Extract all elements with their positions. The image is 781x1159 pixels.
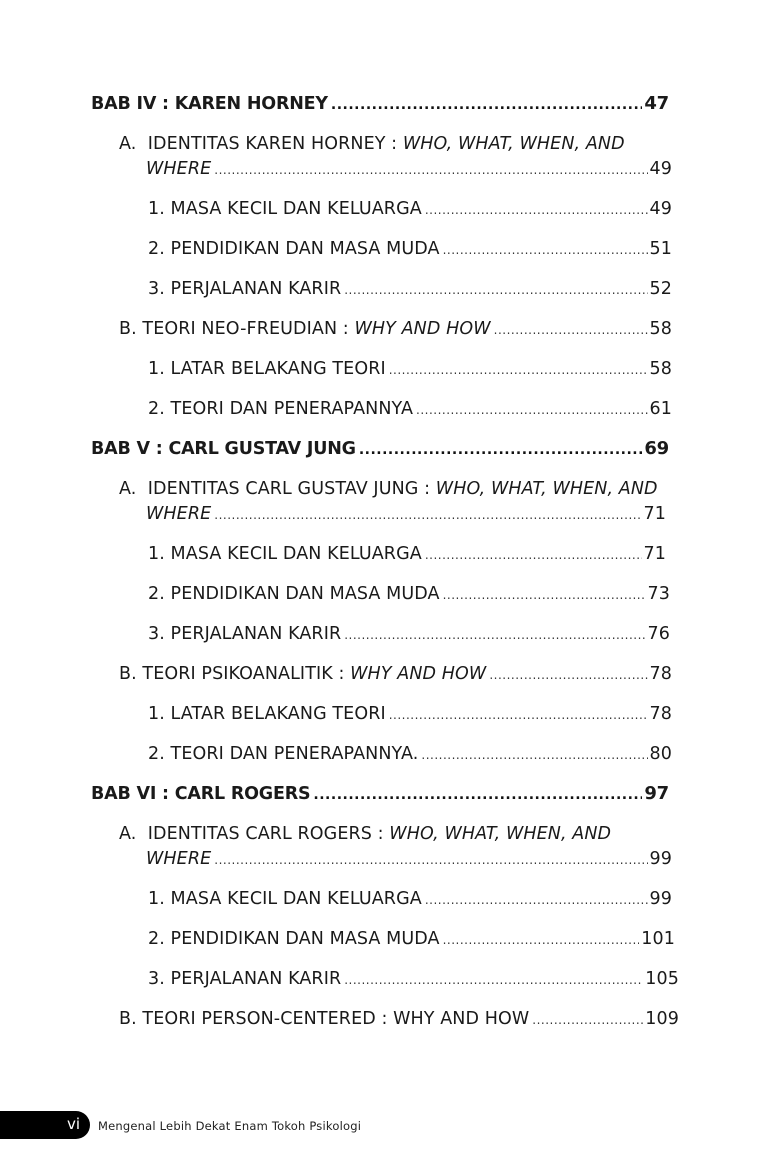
toc-chapter-4[interactable]: [91, 92, 669, 117]
toc-item-6a2[interactable]: [148, 927, 675, 952]
leader-dots: [425, 888, 648, 912]
toc-title: 3. PERJALANAN KARIR: [148, 969, 342, 989]
toc-page: 58: [649, 319, 672, 339]
toc-title: B. TEORI PSIKOANALITIK :: [119, 664, 345, 684]
toc-page: 71: [643, 544, 666, 564]
leader-dots: [421, 743, 647, 767]
toc-chapter-6[interactable]: [91, 782, 669, 807]
toc-section-5a-line2[interactable]: [146, 502, 666, 527]
toc-title: 2. PENDIDIKAN DAN MASA MUDA: [148, 929, 440, 949]
toc-title-italic: WHERE: [146, 159, 212, 179]
leader-dots: [416, 398, 648, 422]
toc-title: 2. TEORI DAN PENERAPANNYA.: [148, 744, 419, 764]
leader-dots: [389, 358, 648, 382]
toc-section-6b[interactable]: [119, 1007, 679, 1032]
toc-title-italic: WHY AND HOW: [350, 664, 487, 684]
leader-dots: [214, 158, 647, 182]
leader-dots: [494, 318, 648, 342]
toc-page: 51: [649, 239, 672, 259]
toc-page: 101: [641, 929, 675, 949]
toc-title: BAB IV : KAREN HORNEY: [91, 94, 328, 114]
toc-item-6a3[interactable]: [148, 967, 679, 992]
leader-dots: [443, 238, 648, 262]
toc-page: 99: [649, 849, 672, 869]
toc-title: BAB V : CARL GUSTAV JUNG: [91, 439, 356, 459]
toc-title: IDENTITAS KAREN HORNEY :: [147, 134, 398, 154]
toc-item-4a1[interactable]: [148, 197, 672, 222]
toc-title: 1. LATAR BELAKANG TEORI: [148, 704, 386, 724]
leader-dots: [443, 583, 646, 607]
toc-title: 3. PERJALANAN KARIR: [148, 279, 342, 299]
toc-page: 109: [645, 1009, 679, 1029]
toc-section-4b[interactable]: [119, 317, 672, 342]
toc-title-wrap: [119, 317, 491, 341]
toc-page: 99: [649, 889, 672, 909]
toc-page: 47: [644, 93, 669, 114]
toc-title: BAB VI : CARL ROGERS: [91, 784, 311, 804]
toc-title: 2. PENDIDIKAN DAN MASA MUDA: [148, 584, 440, 604]
toc-item-4b1[interactable]: [148, 357, 672, 382]
toc-page: 49: [649, 199, 672, 219]
toc-page: 58: [649, 359, 672, 379]
toc-page: 52: [649, 279, 672, 299]
toc-title: 1. MASA KECIL DAN KELUARGA: [148, 889, 422, 909]
leader-dots: [344, 623, 645, 647]
toc-item-4a2[interactable]: [148, 237, 672, 262]
toc-item-5b1[interactable]: [148, 702, 672, 727]
leader-dots: [313, 783, 642, 807]
toc-title: B. TEORI NEO-FREUDIAN :: [119, 319, 349, 339]
leader-dots: [214, 503, 641, 527]
leader-dots: [443, 928, 640, 952]
leader-dots: [489, 663, 647, 687]
toc-title: IDENTITAS CARL ROGERS :: [147, 824, 384, 844]
toc-section-6a-line2[interactable]: [146, 847, 672, 872]
leader-dots: [344, 278, 647, 302]
toc-title: B. TEORI PERSON-CENTERED : WHY AND HOW: [119, 1009, 530, 1029]
leader-dots: [425, 198, 648, 222]
toc-title: IDENTITAS CARL GUSTAV JUNG :: [147, 479, 431, 499]
toc-page: 71: [643, 504, 666, 524]
toc-page: 61: [649, 399, 672, 419]
toc-title: 1. MASA KECIL DAN KELUARGA: [148, 199, 422, 219]
toc-page: 97: [644, 783, 669, 804]
toc-num: A.: [119, 824, 137, 844]
page-number: vi: [66, 1115, 80, 1133]
toc-title-italic: WHO, WHAT, WHEN, AND: [402, 134, 625, 154]
toc-title-italic: WHO, WHAT, WHEN, AND: [435, 479, 658, 499]
toc-num: A.: [119, 479, 137, 499]
toc-section-5a-line1[interactable]: [119, 477, 658, 501]
toc-page: 78: [649, 704, 672, 724]
toc-title: 2. TEORI DAN PENERAPANNYA: [148, 399, 414, 419]
page-number-tab: [0, 1111, 90, 1139]
leader-dots: [344, 968, 643, 992]
toc-title: 3. PERJALANAN KARIR: [148, 624, 342, 644]
leader-dots: [214, 848, 647, 872]
toc-title-italic: WHO, WHAT, WHEN, AND: [389, 824, 612, 844]
toc-page: 76: [647, 624, 670, 644]
toc-title: 1. MASA KECIL DAN KELUARGA: [148, 544, 422, 564]
toc-num: A.: [119, 134, 137, 154]
toc-item-6a1[interactable]: [148, 887, 672, 912]
toc-section-4a-line2[interactable]: [146, 157, 672, 182]
toc-title-italic: WHERE: [146, 504, 212, 524]
running-footer-title: Mengenal Lebih Dekat Enam Tokoh Psikologi: [98, 1119, 362, 1133]
toc-page: 49: [649, 159, 672, 179]
toc-page: 105: [645, 969, 679, 989]
toc-item-4b2[interactable]: [148, 397, 672, 422]
toc-item-5a1[interactable]: [148, 542, 666, 567]
toc-section-4a-line1[interactable]: [119, 132, 625, 156]
leader-dots: [532, 1008, 643, 1032]
toc-item-4a3[interactable]: [148, 277, 672, 302]
toc-chapter-5[interactable]: [91, 437, 669, 462]
leader-dots: [331, 93, 642, 117]
leader-dots: [389, 703, 648, 727]
toc-title-wrap: [119, 662, 486, 686]
toc-item-5a2[interactable]: [148, 582, 670, 607]
toc-title: 2. PENDIDIKAN DAN MASA MUDA: [148, 239, 440, 259]
toc-section-6a-line1[interactable]: [119, 822, 611, 846]
toc-page: 69: [644, 438, 669, 459]
toc-section-5b[interactable]: [119, 662, 672, 687]
toc-title: 1. LATAR BELAKANG TEORI: [148, 359, 386, 379]
toc-title-italic: WHERE: [146, 849, 212, 869]
toc-page: 78: [649, 664, 672, 684]
toc-item-5b2[interactable]: [148, 742, 672, 767]
leader-dots: [425, 543, 642, 567]
toc-title-italic: WHY AND HOW: [354, 319, 491, 339]
toc-page: 80: [649, 744, 672, 764]
toc-page: 73: [647, 584, 670, 604]
leader-dots: [359, 438, 643, 462]
toc-item-5a3[interactable]: [148, 622, 670, 647]
